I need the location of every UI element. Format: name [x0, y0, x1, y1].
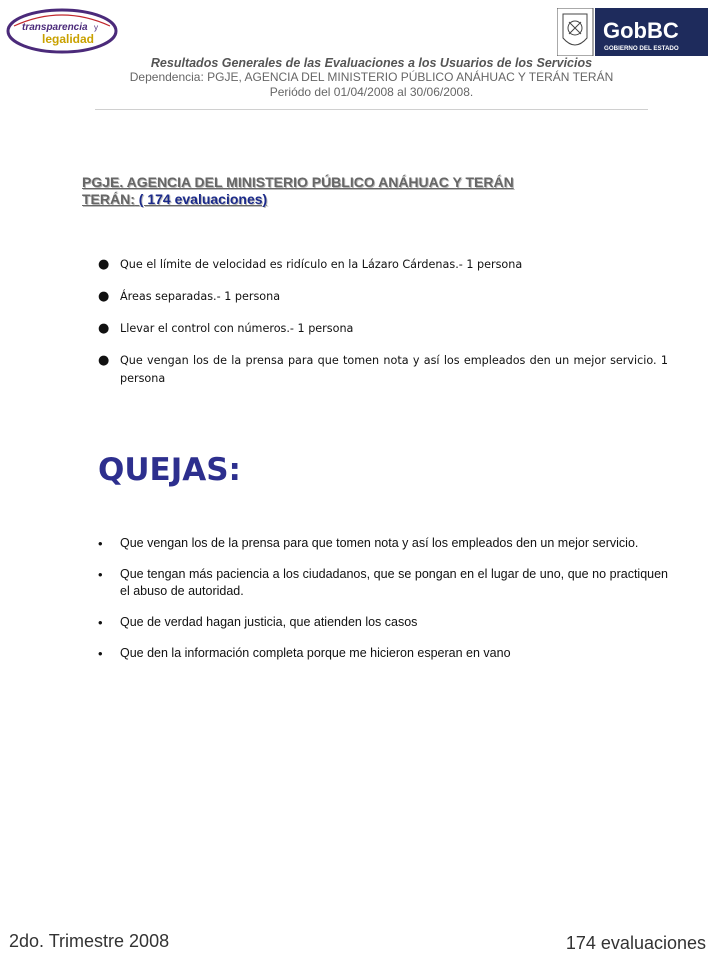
complaints-list: [98, 535, 668, 676]
list-item: [98, 645, 668, 662]
report-title: Resultados Generales de las Evaluaciones a los Usuarios de los Servicios: [150, 56, 593, 70]
report-dependencia: Dependencia: PGJE, AGENCIA DEL MINISTERIO PÚBLICO ANÁHUAC Y TERÁN TERÁN: [129, 70, 614, 84]
bullet-icon: •: [98, 567, 103, 582]
bullet-icon: •: [98, 646, 103, 661]
bullet-icon: •: [98, 536, 103, 551]
list-item-text: Que de verdad hagan justicia, que atienden los casos: [120, 615, 418, 629]
section-title-line1: PGJE. AGENCIA DEL MINISTERIO PÚBLICO ANÁHUAC Y TERÁN: [82, 174, 514, 190]
section-title-line2: TERÁN:: [82, 191, 135, 207]
list-item: [98, 320, 668, 338]
list-item: [98, 288, 668, 306]
svg-text:transparencia: transparencia: [22, 22, 88, 33]
list-item-text: Que vengan los de la prensa para que tomen nota y así los empleados den un mejor servicio. 1 persona: [120, 354, 668, 385]
bullet-icon: ●: [98, 289, 110, 304]
report-periodo: Periódo del 01/04/2008 al 30/06/2008.: [269, 85, 474, 99]
list-item: [98, 566, 668, 600]
svg-text:GobBC: GobBC: [603, 18, 679, 43]
suggestions-list: [98, 256, 668, 402]
bullet-icon: •: [98, 615, 103, 630]
footer-count: 174 evaluaciones: [565, 933, 706, 953]
list-item-text: Llevar el control con números.- 1 persona: [120, 322, 354, 335]
bullet-icon: ●: [98, 353, 110, 368]
list-item-text: Que den la información completa porque me hicieron esperan en vano: [120, 646, 511, 660]
list-item: [98, 614, 668, 631]
quejas-heading: QUEJAS:: [98, 452, 241, 488]
svg-text:legalidad: legalidad: [42, 32, 95, 46]
footer-period: 2do. Trimestre 2008: [9, 931, 170, 951]
svg-text:y: y: [94, 23, 98, 32]
list-item-text: Que el límite de velocidad es ridículo en la Lázaro Cárdenas.- 1 persona: [120, 258, 523, 271]
list-item-text: Que vengan los de la prensa para que tomen nota y así los empleados den un mejor servicio.: [120, 536, 639, 550]
list-item-text: Que tengan más paciencia a los ciudadanos, que se pongan en el lugar de uno, que no practiquen el abuso de autoridad.: [120, 567, 668, 598]
report-header: [95, 56, 648, 100]
section-title: [82, 174, 622, 208]
bullet-icon: ●: [98, 257, 110, 272]
list-item: [98, 256, 668, 274]
list-item: [98, 352, 668, 388]
transparencia-legalidad-logo: [6, 8, 118, 54]
list-item-text: Áreas separadas.- 1 persona: [120, 290, 281, 303]
header-divider: [95, 109, 648, 110]
svg-text:GOBIERNO DEL ESTADO: GOBIERNO DEL ESTADO: [604, 45, 679, 52]
bullet-icon: ●: [98, 321, 110, 336]
evaluation-count: ( 174 evaluaciones): [134, 191, 268, 207]
list-item: [98, 535, 668, 552]
gobbc-logo: [557, 8, 708, 56]
